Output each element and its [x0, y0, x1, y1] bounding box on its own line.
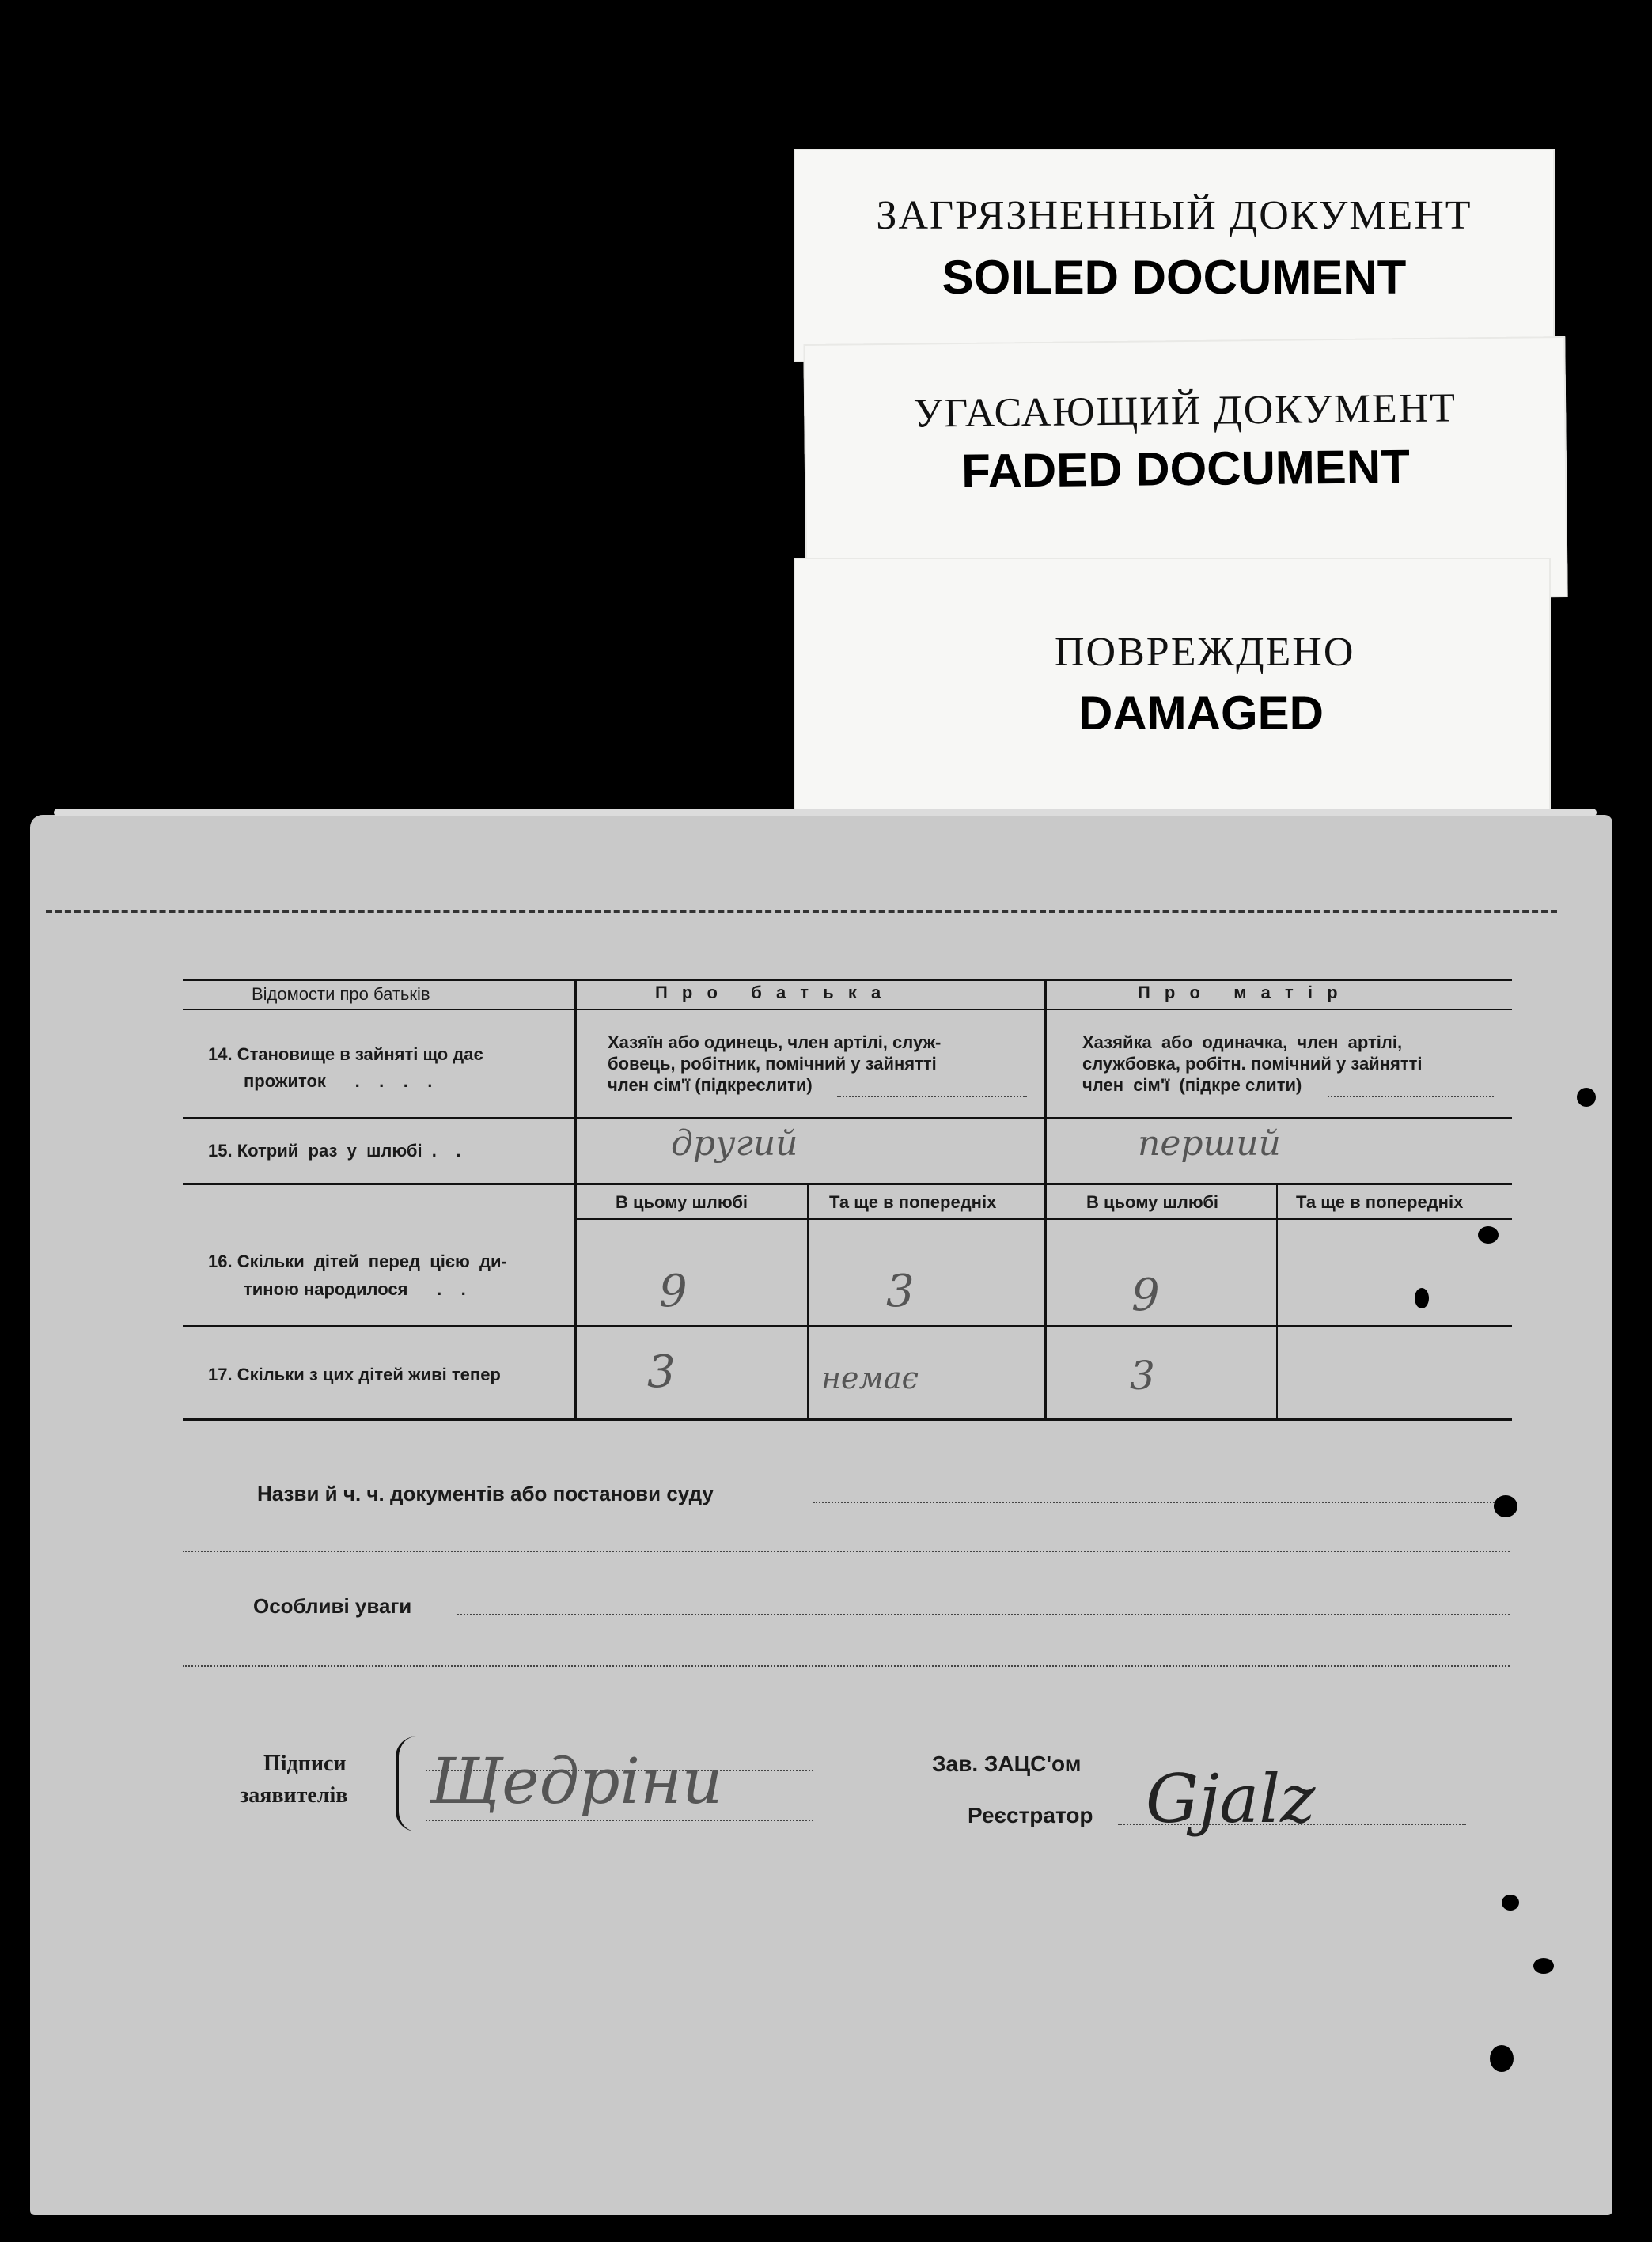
row16-label-1: 16. Скільки дітей перед цією ди-	[208, 1252, 507, 1271]
notes-dots	[457, 1614, 1510, 1615]
soiled-document-label	[794, 149, 1555, 362]
col-divider-2	[1044, 979, 1047, 1418]
row14-mother-3: член сім'ї (підкре слити)	[1082, 1075, 1302, 1095]
row14-mother-2: службовка, робітн. помічний у зайнятті	[1082, 1054, 1423, 1074]
col-divider-mother	[1276, 1183, 1278, 1418]
damaged-document-label	[794, 558, 1551, 819]
head-office-label: Зав. ЗАЦС'ом	[932, 1752, 1082, 1776]
subheader-father-this: В цьому шлюбі	[616, 1192, 748, 1212]
signatures-brace	[396, 1736, 416, 1831]
form-sheet	[30, 815, 1612, 2215]
signatures-label-2: заявителів	[240, 1783, 348, 1808]
row14-label-1: 14. Становище в зайняті що дає	[208, 1044, 483, 1064]
row17-father-prev: немає	[821, 1361, 919, 1396]
row14-father-dots	[837, 1096, 1027, 1097]
damage-hole	[1415, 1288, 1429, 1308]
notes-dots-2	[183, 1665, 1510, 1667]
row14-label-2: прожиток . . . .	[244, 1071, 433, 1091]
damage-hole	[1478, 1226, 1499, 1244]
notes-label: Особливі уваги	[253, 1594, 412, 1618]
table-bottom-rule	[183, 1418, 1512, 1421]
subheader-mother-prev: Та ще в попередніх	[1296, 1192, 1464, 1212]
header-info: Відомости про батьків	[252, 984, 430, 1004]
row15-label: 15. Котрий раз у шлюбі . .	[208, 1141, 461, 1161]
row14-father-1: Хазяїн або одинець, член артілі, служ-	[608, 1032, 942, 1052]
row17-mother-this: 3	[1130, 1353, 1155, 1399]
row14-mother-1: Хазяйка або одиначка, член артілі,	[1082, 1032, 1403, 1052]
damage-hole	[1533, 1958, 1554, 1974]
row16-mother-this: 9	[1131, 1270, 1160, 1321]
header-rule	[183, 1009, 1512, 1010]
damage-hole	[1494, 1495, 1517, 1517]
documents-dots-2	[183, 1551, 1510, 1552]
applicant-signature: Щедріни	[430, 1744, 723, 1818]
signature-line-2	[426, 1820, 813, 1821]
header-mother: П р о м а т і р	[1138, 983, 1343, 1002]
perforation-line	[46, 910, 1557, 913]
row14-rule	[183, 1117, 1512, 1119]
col-divider-father	[807, 1183, 809, 1418]
documents-dots	[813, 1502, 1510, 1503]
row16-label-2: тиною народилося . .	[244, 1279, 466, 1299]
row15-rule	[183, 1183, 1512, 1185]
soiled-label-en: SOILED DOCUMENT	[942, 251, 1407, 304]
registrar-label: Реєстратор	[968, 1803, 1093, 1827]
damaged-label-en: DAMAGED	[1078, 687, 1324, 740]
row14-father-2: бовець, робітник, помічний у зайнятті	[608, 1054, 937, 1074]
signatures-label-1: Підписи	[263, 1752, 347, 1776]
faded-label-en: FADED DOCUMENT	[961, 440, 1411, 498]
row16-father-this: 9	[659, 1266, 688, 1317]
subheader-father-prev: Та ще в попередніх	[829, 1192, 997, 1212]
registrar-signature: Gjalz	[1146, 1760, 1316, 1838]
header-father: П р о б а т ь к а	[655, 983, 886, 1002]
damage-hole	[1577, 1088, 1596, 1107]
documents-label: Назви й ч. ч. документів або постанови суду	[257, 1482, 714, 1505]
col-divider-1	[574, 979, 577, 1418]
faded-label-ru: УГАСАЮЩИЙ ДОКУМЕНТ	[913, 385, 1457, 437]
row17-father-this: 3	[647, 1346, 676, 1398]
row14-mother-dots	[1328, 1096, 1494, 1097]
row15-mother-handwritten: перший	[1138, 1123, 1281, 1164]
subheader-mother-this: В цьому шлюбі	[1086, 1192, 1219, 1212]
row14-father-3: член сім'ї (підкреслити)	[608, 1075, 813, 1095]
row15-father-handwritten: другий	[671, 1123, 798, 1164]
damage-hole	[1490, 2045, 1514, 2072]
sheet-top-edge	[54, 809, 1597, 816]
damage-hole	[1502, 1895, 1519, 1911]
row16-rule	[183, 1325, 1512, 1327]
row17-label: 17. Скільки з цих дітей живі тепер	[208, 1365, 501, 1384]
soiled-label-ru: ЗАГРЯЗНЕННЫЙ ДОКУМЕНТ	[876, 193, 1472, 238]
damaged-label-ru: ПОВРЕЖДЕНО	[1055, 630, 1355, 675]
row16-father-prev: 3	[886, 1266, 915, 1317]
